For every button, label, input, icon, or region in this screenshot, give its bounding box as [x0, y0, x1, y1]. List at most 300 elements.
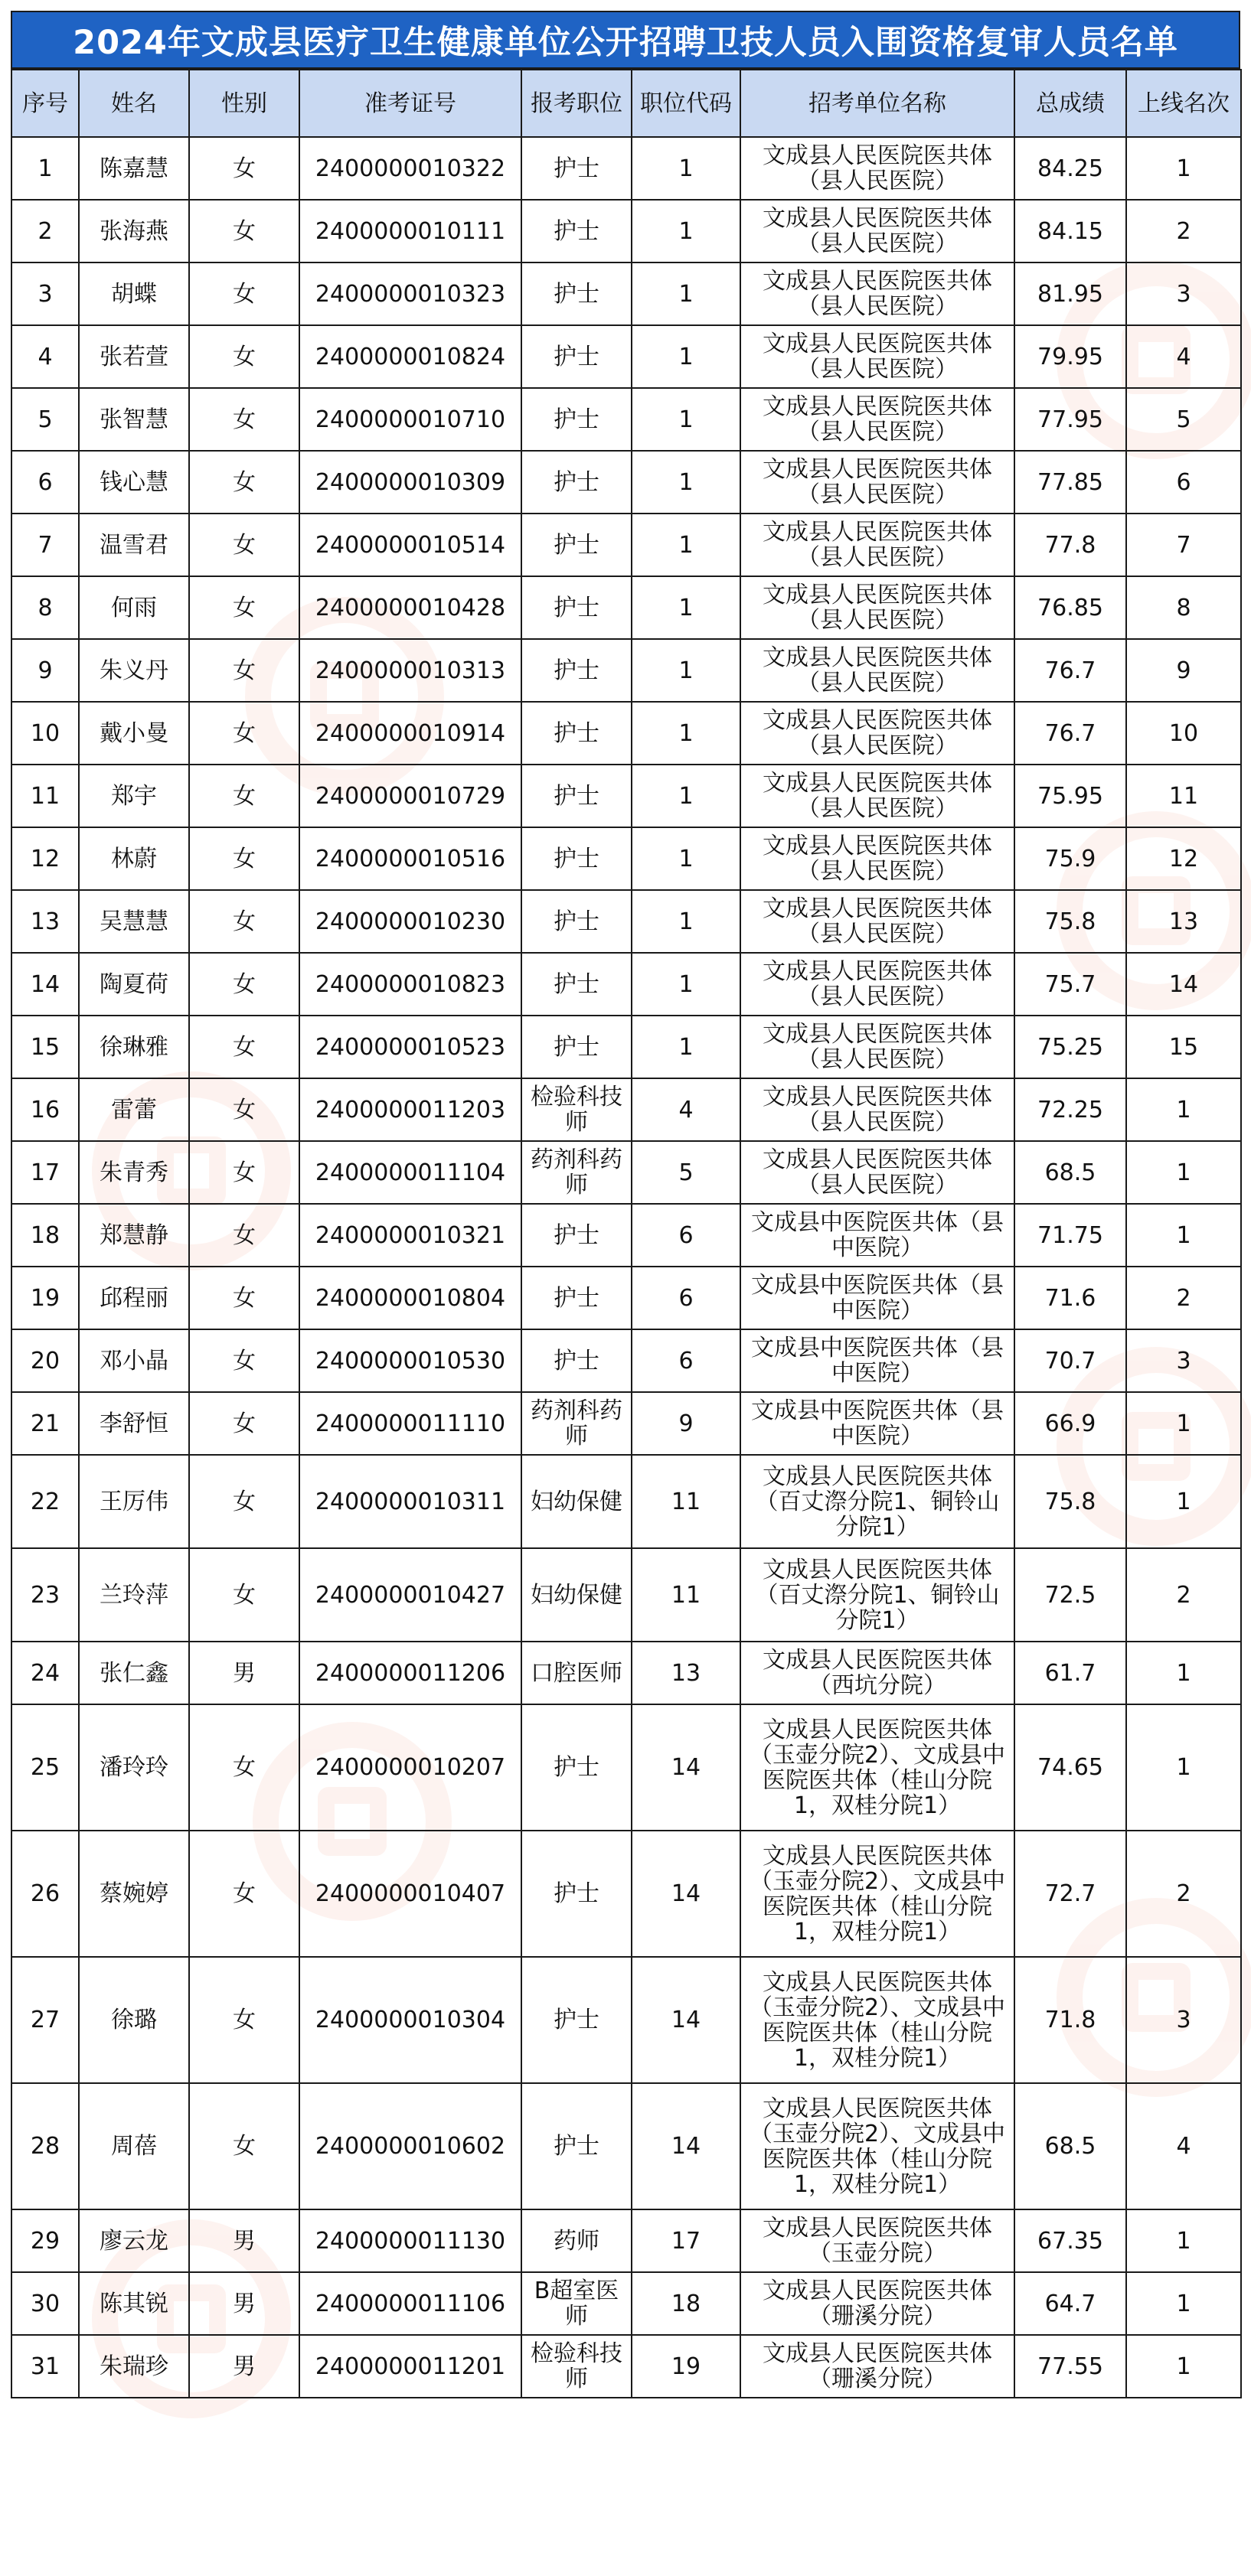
row-position: 护士 [521, 890, 632, 953]
table-row [11, 827, 1241, 890]
row-unit: 文成县人民医院医共体（县人民医院） [740, 827, 1014, 890]
row-ticket: 2400000010710 [299, 388, 521, 451]
row-code: 1 [632, 325, 740, 388]
header-ticket: 准考证号 [299, 70, 521, 137]
row-number: 23 [11, 1548, 79, 1642]
row-number: 10 [11, 702, 79, 765]
row-unit: 文成县人民医院医共体（县人民医院） [740, 1016, 1014, 1078]
row-score: 75.8 [1014, 890, 1126, 953]
row-name: 朱青秀 [79, 1141, 189, 1204]
row-rank: 2 [1126, 1267, 1241, 1329]
row-name: 廖云龙 [79, 2209, 189, 2272]
row-score: 81.95 [1014, 262, 1126, 325]
row-unit: 文成县中医院医共体（县中医院） [740, 1329, 1014, 1392]
row-number: 16 [11, 1078, 79, 1141]
row-code: 1 [632, 765, 740, 827]
row-ticket: 2400000010823 [299, 953, 521, 1016]
table-row [11, 1267, 1241, 1329]
row-unit: 文成县人民医院医共体（珊溪分院） [740, 2272, 1014, 2335]
table-row [11, 1642, 1241, 1704]
page-title: 2024年文成县医疗卫生健康单位公开招聘卫技人员入围资格复审人员名单 [11, 11, 1240, 69]
row-sex: 女 [189, 890, 299, 953]
row-position: 护士 [521, 451, 632, 514]
row-name: 王厉伟 [79, 1455, 189, 1548]
row-unit: 文成县人民医院医共体（珊溪分院） [740, 2335, 1014, 2398]
row-rank: 13 [1126, 890, 1241, 953]
row-code: 1 [632, 262, 740, 325]
row-unit: 文成县人民医院医共体（县人民医院） [740, 514, 1014, 576]
row-name: 朱义丹 [79, 639, 189, 702]
row-unit: 文成县人民医院医共体（县人民医院） [740, 639, 1014, 702]
table-row [11, 1831, 1241, 1957]
row-sex: 女 [189, 953, 299, 1016]
row-position: 药师 [521, 2209, 632, 2272]
row-sex: 女 [189, 639, 299, 702]
row-unit: 文成县人民医院医共体（县人民医院） [740, 1078, 1014, 1141]
row-name: 林蔚 [79, 827, 189, 890]
row-unit: 文成县人民医院医共体（县人民医院） [740, 1141, 1014, 1204]
row-ticket: 2400000010530 [299, 1329, 521, 1392]
row-number: 7 [11, 514, 79, 576]
row-rank: 1 [1126, 2209, 1241, 2272]
row-score: 68.5 [1014, 2083, 1126, 2209]
row-unit: 文成县人民医院医共体（县人民医院） [740, 325, 1014, 388]
row-code: 1 [632, 702, 740, 765]
row-position: 护士 [521, 1957, 632, 2083]
table-row [11, 765, 1241, 827]
row-position: 护士 [521, 1329, 632, 1392]
row-position: 药剂科药师 [521, 1392, 632, 1455]
row-unit: 文成县人民医院医共体（县人民医院） [740, 262, 1014, 325]
row-number: 8 [11, 576, 79, 639]
row-name: 何雨 [79, 576, 189, 639]
row-score: 70.7 [1014, 1329, 1126, 1392]
row-number: 28 [11, 2083, 79, 2209]
table-row [11, 1204, 1241, 1267]
header-no: 序号 [11, 70, 79, 137]
row-ticket: 2400000010516 [299, 827, 521, 890]
row-code: 11 [632, 1548, 740, 1642]
row-score: 77.55 [1014, 2335, 1126, 2398]
row-name: 邓小晶 [79, 1329, 189, 1392]
row-position: 护士 [521, 953, 632, 1016]
row-code: 11 [632, 1455, 740, 1548]
row-unit: 文成县人民医院医共体（县人民医院） [740, 890, 1014, 953]
row-code: 14 [632, 1704, 740, 1831]
row-code: 14 [632, 1831, 740, 1957]
row-name: 陈其锐 [79, 2272, 189, 2335]
row-sex: 女 [189, 1455, 299, 1548]
row-number: 27 [11, 1957, 79, 2083]
row-name: 雷蕾 [79, 1078, 189, 1141]
row-ticket: 2400000010428 [299, 576, 521, 639]
header-unit: 招考单位名称 [740, 70, 1014, 137]
row-score: 67.35 [1014, 2209, 1126, 2272]
row-sex: 男 [189, 2272, 299, 2335]
row-number: 29 [11, 2209, 79, 2272]
row-score: 79.95 [1014, 325, 1126, 388]
row-score: 71.8 [1014, 1957, 1126, 2083]
row-rank: 1 [1126, 1141, 1241, 1204]
row-code: 1 [632, 827, 740, 890]
row-name: 朱瑞珍 [79, 2335, 189, 2398]
row-code: 14 [632, 2083, 740, 2209]
table-row [11, 890, 1241, 953]
row-score: 64.7 [1014, 2272, 1126, 2335]
row-unit: 文成县人民医院医共体（县人民医院） [740, 576, 1014, 639]
table-row [11, 702, 1241, 765]
table-row [11, 2335, 1241, 2398]
row-code: 18 [632, 2272, 740, 2335]
row-rank: 2 [1126, 1831, 1241, 1957]
row-code: 1 [632, 1016, 740, 1078]
row-position: B超室医师 [521, 2272, 632, 2335]
row-rank: 1 [1126, 1455, 1241, 1548]
row-sex: 女 [189, 702, 299, 765]
row-score: 68.5 [1014, 1141, 1126, 1204]
row-score: 75.95 [1014, 765, 1126, 827]
row-name: 徐琳雅 [79, 1016, 189, 1078]
row-position: 护士 [521, 765, 632, 827]
row-sex: 女 [189, 827, 299, 890]
row-score: 75.25 [1014, 1016, 1126, 1078]
row-score: 66.9 [1014, 1392, 1126, 1455]
table-row [11, 2209, 1241, 2272]
row-sex: 女 [189, 1204, 299, 1267]
row-unit: 文成县人民医院医共体（玉壶分院2）、文成县中医院医共体（桂山分院1，双桂分院1） [740, 2083, 1014, 2209]
row-ticket: 2400000010824 [299, 325, 521, 388]
row-code: 14 [632, 1957, 740, 2083]
row-score: 71.6 [1014, 1267, 1126, 1329]
row-number: 20 [11, 1329, 79, 1392]
row-ticket: 2400000011110 [299, 1392, 521, 1455]
row-sex: 女 [189, 1078, 299, 1141]
row-number: 2 [11, 200, 79, 262]
row-unit: 文成县人民医院医共体（县人民医院） [740, 200, 1014, 262]
row-position: 护士 [521, 1704, 632, 1831]
table-row [11, 1078, 1241, 1141]
row-score: 77.8 [1014, 514, 1126, 576]
row-number: 17 [11, 1141, 79, 1204]
row-position: 护士 [521, 639, 632, 702]
row-number: 3 [11, 262, 79, 325]
row-score: 71.75 [1014, 1204, 1126, 1267]
row-number: 24 [11, 1642, 79, 1704]
row-number: 31 [11, 2335, 79, 2398]
row-ticket: 2400000011206 [299, 1642, 521, 1704]
row-sex: 女 [189, 1704, 299, 1831]
row-rank: 11 [1126, 765, 1241, 827]
row-sex: 男 [189, 2209, 299, 2272]
row-name: 戴小曼 [79, 702, 189, 765]
row-unit: 文成县人民医院医共体（玉壶分院2）、文成县中医院医共体（桂山分院1，双桂分院1） [740, 1957, 1014, 2083]
row-position: 护士 [521, 262, 632, 325]
row-rank: 9 [1126, 639, 1241, 702]
row-sex: 男 [189, 2335, 299, 2398]
table-row [11, 1392, 1241, 1455]
table-row [11, 262, 1241, 325]
row-code: 19 [632, 2335, 740, 2398]
row-code: 5 [632, 1141, 740, 1204]
row-rank: 14 [1126, 953, 1241, 1016]
row-sex: 女 [189, 451, 299, 514]
row-unit: 文成县人民医院医共体（玉壶分院2）、文成县中医院医共体（桂山分院1，双桂分院1） [740, 1704, 1014, 1831]
row-name: 陈嘉慧 [79, 137, 189, 200]
row-number: 6 [11, 451, 79, 514]
row-ticket: 2400000010111 [299, 200, 521, 262]
row-sex: 女 [189, 1548, 299, 1642]
row-ticket: 2400000010523 [299, 1016, 521, 1078]
row-name: 胡蝶 [79, 262, 189, 325]
row-unit: 文成县人民医院医共体（县人民医院） [740, 765, 1014, 827]
row-name: 钱心慧 [79, 451, 189, 514]
row-number: 11 [11, 765, 79, 827]
table-row [11, 388, 1241, 451]
row-number: 12 [11, 827, 79, 890]
row-score: 84.15 [1014, 200, 1126, 262]
row-ticket: 2400000010321 [299, 1204, 521, 1267]
row-rank: 8 [1126, 576, 1241, 639]
row-code: 1 [632, 576, 740, 639]
row-number: 25 [11, 1704, 79, 1831]
row-rank: 15 [1126, 1016, 1241, 1078]
row-score: 74.65 [1014, 1704, 1126, 1831]
row-score: 75.9 [1014, 827, 1126, 890]
row-rank: 1 [1126, 1642, 1241, 1704]
row-score: 76.7 [1014, 702, 1126, 765]
row-code: 6 [632, 1329, 740, 1392]
row-sex: 女 [189, 1329, 299, 1392]
row-ticket: 2400000010311 [299, 1455, 521, 1548]
row-score: 84.25 [1014, 137, 1126, 200]
header-name: 姓名 [79, 70, 189, 137]
row-code: 17 [632, 2209, 740, 2272]
row-rank: 5 [1126, 388, 1241, 451]
table-row [11, 1016, 1241, 1078]
row-rank: 4 [1126, 2083, 1241, 2209]
row-rank: 2 [1126, 1548, 1241, 1642]
row-rank: 7 [1126, 514, 1241, 576]
row-number: 15 [11, 1016, 79, 1078]
row-sex: 女 [189, 765, 299, 827]
table-row [11, 200, 1241, 262]
row-number: 1 [11, 137, 79, 200]
row-number: 14 [11, 953, 79, 1016]
row-ticket: 2400000011106 [299, 2272, 521, 2335]
row-ticket: 2400000011130 [299, 2209, 521, 2272]
row-unit: 文成县人民医院医共体（县人民医院） [740, 702, 1014, 765]
row-rank: 1 [1126, 1704, 1241, 1831]
row-name: 吴慧慧 [79, 890, 189, 953]
row-position: 护士 [521, 576, 632, 639]
row-unit: 文成县人民医院医共体（百丈漈分院1、铜铃山分院1） [740, 1548, 1014, 1642]
row-sex: 女 [189, 137, 299, 200]
row-ticket: 2400000010914 [299, 702, 521, 765]
table-row [11, 1329, 1241, 1392]
row-position: 护士 [521, 1016, 632, 1078]
row-number: 19 [11, 1267, 79, 1329]
table-body [11, 137, 1241, 2398]
row-sex: 女 [189, 1016, 299, 1078]
row-score: 61.7 [1014, 1642, 1126, 1704]
row-number: 22 [11, 1455, 79, 1548]
row-rank: 1 [1126, 2272, 1241, 2335]
row-number: 26 [11, 1831, 79, 1957]
header-sex: 性别 [189, 70, 299, 137]
table-header-row [11, 70, 1241, 137]
row-ticket: 2400000011201 [299, 2335, 521, 2398]
candidate-table [11, 69, 1242, 2398]
row-rank: 1 [1126, 137, 1241, 200]
row-name: 张海燕 [79, 200, 189, 262]
row-rank: 12 [1126, 827, 1241, 890]
row-score: 75.7 [1014, 953, 1126, 1016]
row-rank: 1 [1126, 2335, 1241, 2398]
row-number: 30 [11, 2272, 79, 2335]
row-rank: 3 [1126, 1957, 1241, 2083]
row-code: 1 [632, 200, 740, 262]
row-name: 张若萱 [79, 325, 189, 388]
row-score: 72.7 [1014, 1831, 1126, 1957]
row-unit: 文成县人民医院医共体（玉壶分院2）、文成县中医院医共体（桂山分院1，双桂分院1） [740, 1831, 1014, 1957]
row-ticket: 2400000010309 [299, 451, 521, 514]
row-score: 76.85 [1014, 576, 1126, 639]
row-sex: 女 [189, 388, 299, 451]
row-score: 72.25 [1014, 1078, 1126, 1141]
row-code: 13 [632, 1642, 740, 1704]
row-code: 1 [632, 137, 740, 200]
row-name: 兰玲萍 [79, 1548, 189, 1642]
row-ticket: 2400000010230 [299, 890, 521, 953]
row-score: 76.7 [1014, 639, 1126, 702]
row-number: 13 [11, 890, 79, 953]
row-name: 潘玲玲 [79, 1704, 189, 1831]
row-rank: 4 [1126, 325, 1241, 388]
row-rank: 3 [1126, 262, 1241, 325]
row-sex: 女 [189, 576, 299, 639]
row-position: 护士 [521, 514, 632, 576]
row-number: 18 [11, 1204, 79, 1267]
row-code: 1 [632, 890, 740, 953]
row-position: 护士 [521, 2083, 632, 2209]
row-position: 护士 [521, 200, 632, 262]
header-position: 报考职位 [521, 70, 632, 137]
row-unit: 文成县人民医院医共体（玉壶分院） [740, 2209, 1014, 2272]
row-unit: 文成县人民医院医共体（县人民医院） [740, 137, 1014, 200]
table-row [11, 576, 1241, 639]
row-sex: 女 [189, 1831, 299, 1957]
row-score: 75.8 [1014, 1455, 1126, 1548]
row-position: 妇幼保健 [521, 1455, 632, 1548]
row-position: 检验科技师 [521, 1078, 632, 1141]
row-ticket: 2400000010729 [299, 765, 521, 827]
header-rank: 上线名次 [1126, 70, 1241, 137]
row-position: 护士 [521, 137, 632, 200]
row-position: 护士 [521, 1267, 632, 1329]
row-name: 张智慧 [79, 388, 189, 451]
row-sex: 男 [189, 1642, 299, 1704]
row-unit: 文成县人民医院医共体（县人民医院） [740, 451, 1014, 514]
row-position: 妇幼保健 [521, 1548, 632, 1642]
table-row [11, 514, 1241, 576]
table-row [11, 953, 1241, 1016]
table-row [11, 2272, 1241, 2335]
row-unit: 文成县人民医院医共体（西坑分院） [740, 1642, 1014, 1704]
row-name: 邱程丽 [79, 1267, 189, 1329]
row-position: 口腔医师 [521, 1642, 632, 1704]
row-sex: 女 [189, 1392, 299, 1455]
row-score: 77.95 [1014, 388, 1126, 451]
header-score: 总成绩 [1014, 70, 1126, 137]
table-row [11, 1957, 1241, 2083]
row-ticket: 2400000011104 [299, 1141, 521, 1204]
row-sex: 女 [189, 1267, 299, 1329]
row-code: 6 [632, 1204, 740, 1267]
row-ticket: 2400000010514 [299, 514, 521, 576]
row-ticket: 2400000010304 [299, 1957, 521, 2083]
row-ticket: 2400000010207 [299, 1704, 521, 1831]
row-name: 陶夏荷 [79, 953, 189, 1016]
row-position: 护士 [521, 325, 632, 388]
row-sex: 女 [189, 514, 299, 576]
header-code: 职位代码 [632, 70, 740, 137]
row-code: 1 [632, 451, 740, 514]
row-position: 护士 [521, 702, 632, 765]
row-ticket: 2400000010407 [299, 1831, 521, 1957]
row-unit: 文成县中医院医共体（县中医院） [740, 1267, 1014, 1329]
row-ticket: 2400000010322 [299, 137, 521, 200]
row-position: 护士 [521, 388, 632, 451]
row-rank: 10 [1126, 702, 1241, 765]
row-rank: 6 [1126, 451, 1241, 514]
row-ticket: 2400000010804 [299, 1267, 521, 1329]
row-ticket: 2400000010602 [299, 2083, 521, 2209]
row-position: 护士 [521, 1204, 632, 1267]
table-row [11, 1548, 1241, 1642]
row-ticket: 2400000010323 [299, 262, 521, 325]
row-number: 21 [11, 1392, 79, 1455]
table-row [11, 451, 1241, 514]
row-position: 药剂科药师 [521, 1141, 632, 1204]
row-ticket: 2400000010313 [299, 639, 521, 702]
row-code: 1 [632, 639, 740, 702]
row-code: 4 [632, 1078, 740, 1141]
row-score: 72.5 [1014, 1548, 1126, 1642]
row-unit: 文成县中医院医共体（县中医院） [740, 1392, 1014, 1455]
row-position: 检验科技师 [521, 2335, 632, 2398]
row-code: 6 [632, 1267, 740, 1329]
table-row [11, 639, 1241, 702]
row-rank: 1 [1126, 1392, 1241, 1455]
row-rank: 1 [1126, 1204, 1241, 1267]
row-unit: 文成县人民医院医共体（县人民医院） [740, 953, 1014, 1016]
row-number: 5 [11, 388, 79, 451]
row-position: 护士 [521, 1831, 632, 1957]
row-unit: 文成县人民医院医共体（县人民医院） [740, 388, 1014, 451]
table-row [11, 1455, 1241, 1548]
row-code: 1 [632, 953, 740, 1016]
row-name: 郑慧静 [79, 1204, 189, 1267]
row-name: 温雪君 [79, 514, 189, 576]
row-score: 77.85 [1014, 451, 1126, 514]
row-rank: 1 [1126, 1078, 1241, 1141]
row-position: 护士 [521, 827, 632, 890]
row-sex: 女 [189, 1957, 299, 2083]
row-name: 蔡婉婷 [79, 1831, 189, 1957]
table-row [11, 325, 1241, 388]
row-sex: 女 [189, 200, 299, 262]
row-sex: 女 [189, 2083, 299, 2209]
